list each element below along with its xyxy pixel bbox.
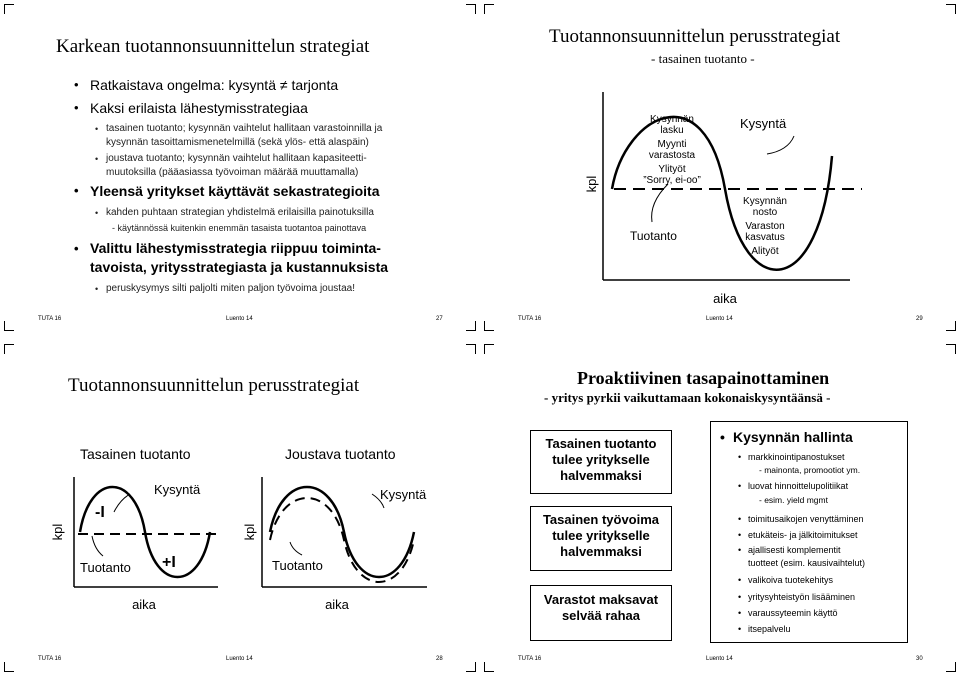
corner-mark bbox=[484, 321, 494, 331]
level-strategy-heading: Tasainen tuotanto bbox=[80, 446, 191, 462]
label-pointer bbox=[290, 542, 302, 555]
footer-course: TUTA 16 bbox=[38, 316, 62, 322]
corner-mark bbox=[946, 321, 956, 331]
y-axis-label: kpl bbox=[50, 523, 65, 541]
panel-sub-item: - esim. yield mgmt bbox=[759, 495, 828, 505]
demand-label: Kysyntä bbox=[740, 116, 787, 131]
footer-page-number: 30 bbox=[916, 656, 923, 662]
slide-subtitle: - yritys pyrkii vaikuttamaan kokonaiskysyntäänsä - bbox=[544, 390, 831, 405]
panel-item: • ajallisesti komplementit bbox=[748, 544, 841, 557]
production-label: Tuotanto bbox=[80, 560, 131, 575]
demand-label: Kysyntä bbox=[154, 482, 201, 497]
bullet-approaches: • Kaksi erilaista lähestymisstrategiaa bbox=[90, 100, 308, 116]
slide-title: Tuotannonsuunnittelun perusstrategiat bbox=[68, 375, 360, 396]
sub-sub-item: - käytännössä kuitenkin enemmän tasaista tuotantoa painottava bbox=[112, 223, 367, 233]
corner-mark bbox=[946, 344, 956, 354]
bullet-problem: • Ratkaistava ongelma: kysyntä ≠ tarjonta bbox=[90, 77, 338, 93]
footer-lecture: Luento 14 bbox=[706, 316, 733, 322]
slide-title: Tuotannonsuunnittelun perusstrategiat bbox=[549, 26, 841, 47]
panel-item: • varaussyteemin käyttö bbox=[748, 607, 838, 620]
inventory-cost-box: Varastot maksavat selvää rahaa bbox=[530, 585, 672, 641]
right-note-line: Alityöt bbox=[751, 246, 779, 257]
slide-title: Proaktiivinen tasapainottaminen bbox=[577, 368, 830, 388]
corner-mark bbox=[4, 662, 14, 672]
demand-production-diagram bbox=[580, 84, 880, 314]
panel-item: • yritysyhteistyön lisääminen bbox=[748, 591, 855, 604]
panel-sub-item: - mainonta, promootiot ym. bbox=[759, 465, 861, 475]
left-note-line: Kysynnän bbox=[650, 114, 694, 125]
corner-mark bbox=[466, 4, 476, 14]
production-label: Tuotanto bbox=[630, 229, 677, 243]
right-note-line: Varaston bbox=[745, 221, 785, 232]
slide-subtitle: - tasainen tuotanto - bbox=[651, 51, 755, 66]
left-note-line: Ylityöt bbox=[658, 164, 686, 175]
panel-item: • etukäteis- ja jälkitoimitukset bbox=[748, 529, 858, 542]
level-production-diagram bbox=[40, 472, 225, 622]
flexible-production-diagram bbox=[232, 472, 447, 622]
level-workforce-box: Tasainen työvoima tulee yritykselle halvemmaksi bbox=[530, 506, 672, 571]
sub-bullet-combination: • kahden puhtaan strategian yhdistelmä erilaisilla painotuksilla bbox=[106, 206, 374, 220]
inventory-increase-label: +I bbox=[162, 554, 176, 571]
production-label: Tuotanto bbox=[272, 558, 323, 573]
bullet-choice: • Valittu lähestymisstrategia riippuu toiminta- tavoista, yritysstrategiasta ja kustannuksista bbox=[90, 239, 388, 277]
corner-mark bbox=[946, 662, 956, 672]
demand-management-panel bbox=[710, 421, 908, 643]
flexible-strategy-heading: Joustava tuotanto bbox=[285, 446, 396, 462]
label-pointer bbox=[114, 494, 130, 512]
corner-mark bbox=[466, 662, 476, 672]
footer-page-number: 29 bbox=[916, 316, 923, 322]
footer-lecture: Luento 14 bbox=[706, 656, 733, 662]
left-note-line: Myynti bbox=[657, 139, 687, 150]
label-pointer bbox=[767, 136, 794, 154]
footer-course: TUTA 16 bbox=[518, 316, 542, 322]
footer-course: TUTA 16 bbox=[38, 656, 62, 662]
level-production-box: Tasainen tuotanto tulee yritykselle halvemmaksi bbox=[530, 430, 672, 494]
footer-page-number: 27 bbox=[436, 316, 443, 322]
panel-item: • itsepalvelu bbox=[748, 623, 791, 636]
demand-label: Kysyntä bbox=[380, 487, 427, 502]
demand-curve bbox=[612, 117, 832, 270]
footer-lecture: Luento 14 bbox=[226, 316, 253, 322]
corner-mark bbox=[484, 662, 494, 672]
sub-bullet-level: • tasainen tuotanto; kysynnän vaihtelut hallitaan varastoinnilla ja kysynnän tasoittamismenetelmillä (sekä ylös- että alaspäin) bbox=[106, 122, 382, 150]
corner-mark bbox=[4, 4, 14, 14]
sub-bullet-flexible: • joustava tuotanto; kysynnän vaihtelut hallitaan kapasiteetti- muutoksilla (pääasiassa työvoiman määrää muuttamalla) bbox=[106, 152, 367, 180]
y-axis-label: kpl bbox=[584, 175, 599, 193]
right-note-line: Kysynnän bbox=[743, 196, 787, 207]
panel-item: • valikoiva tuotekehitys bbox=[748, 574, 833, 587]
left-note-line: ”Sorry, ei-oo” bbox=[643, 175, 701, 186]
corner-mark bbox=[4, 321, 14, 331]
x-axis-label: aika bbox=[132, 597, 156, 612]
corner-mark bbox=[946, 4, 956, 14]
corner-mark bbox=[466, 344, 476, 354]
bullet-mixed: • Yleensä yritykset käyttävät sekastrategioita bbox=[90, 183, 380, 199]
panel-item: • luovat hinnoittelupolitiikat bbox=[748, 480, 848, 493]
x-axis-label: aika bbox=[713, 291, 737, 306]
corner-mark bbox=[4, 344, 14, 354]
panel-item-continued: tuotteet (esim. kausivaihtelut) bbox=[748, 558, 866, 568]
panel-item: • markkinointipanostukset bbox=[748, 451, 845, 464]
footer-lecture: Luento 14 bbox=[226, 656, 253, 662]
panel-heading: • Kysynnän hallinta bbox=[720, 429, 853, 445]
y-axis-label: kpl bbox=[242, 523, 257, 541]
label-pointer bbox=[92, 536, 103, 556]
slide-title: Karkean tuotannonsuunnittelun strategiat bbox=[56, 36, 370, 57]
panel-item: • toimitusaikojen venyttäminen bbox=[748, 513, 864, 526]
footer-page-number: 28 bbox=[436, 656, 443, 662]
x-axis-label: aika bbox=[325, 597, 349, 612]
right-note-line: kasvatus bbox=[745, 232, 785, 243]
left-note-line: varastosta bbox=[648, 150, 696, 161]
left-note-line: lasku bbox=[660, 125, 684, 136]
right-note-line: nosto bbox=[752, 207, 778, 218]
corner-mark bbox=[484, 344, 494, 354]
sub-bullet-question: • peruskysymys silti paljolti miten paljon työvoima joustaa! bbox=[106, 282, 355, 296]
footer-course: TUTA 16 bbox=[518, 656, 542, 662]
inventory-decrease-label: -I bbox=[95, 504, 105, 521]
corner-mark bbox=[466, 321, 476, 331]
corner-mark bbox=[484, 4, 494, 14]
bullet-glyph: • bbox=[720, 429, 725, 445]
